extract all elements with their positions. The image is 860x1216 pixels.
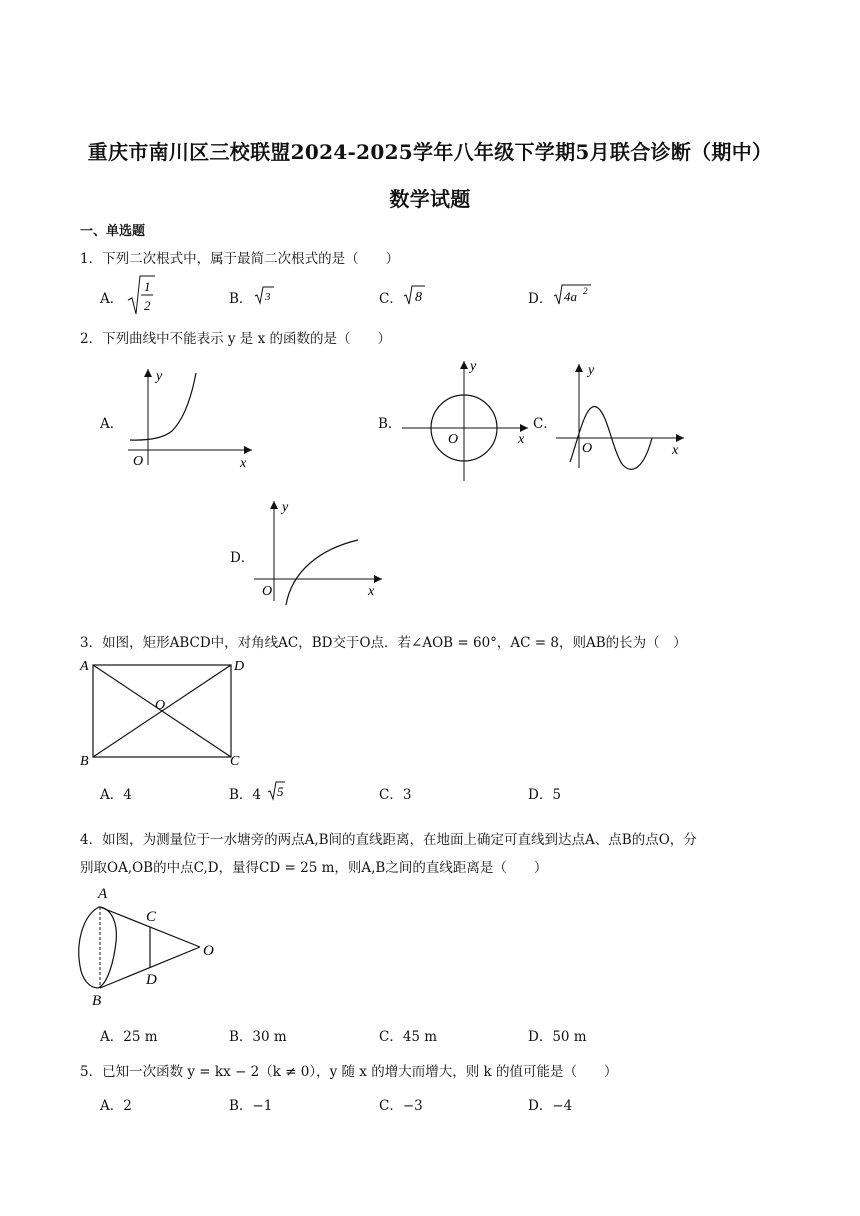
svg-text:D: D <box>146 972 157 988</box>
q1-option-a-formula <box>126 272 156 318</box>
svg-text:x: x <box>518 432 525 447</box>
svg-text:O: O <box>203 943 214 959</box>
q2-option-d-letter: D． <box>230 550 255 566</box>
q1-option-c-letter: C． <box>379 291 403 307</box>
q1-a-denominator: 2 <box>144 298 151 313</box>
page-title: 重庆市南川区三校联盟2024-2025学年八年级下学期5月联合诊断（期中） <box>87 140 773 164</box>
q4-option-a: A．25 m <box>100 1029 158 1045</box>
svg-text:C: C <box>146 909 157 925</box>
q1-option-c <box>379 287 403 307</box>
q3-option-b-radical <box>267 779 287 801</box>
q3-rectangle-figure <box>78 655 253 770</box>
q1-option-d-letter: D． <box>528 291 553 307</box>
q4-option-d: D．50 m <box>528 1029 587 1045</box>
q2-option-b-letter: B． <box>378 416 402 432</box>
q4-option-b: B．30 m <box>229 1029 287 1045</box>
svg-text:D: D <box>234 659 245 674</box>
q4-pond-figure <box>72 880 222 1010</box>
q4-option-c: C．45 m <box>379 1029 438 1045</box>
svg-text:B: B <box>80 754 89 769</box>
question-4-stem-line-2: 别取OA,OB的中点C,D，量得CD = 25 m，则A,B之间的直线距离是（ ） <box>80 860 548 876</box>
q2-option-a-letter: A． <box>100 416 124 432</box>
q3-option-b <box>229 783 261 803</box>
question-5-stem: 5．已知一次函数 y = kx − 2（k ≠ 0），y 随 x 的增大而增大，则 k 的值可能是（ ） <box>80 1064 618 1080</box>
svg-text:y: y <box>588 363 595 378</box>
q2-graph-b <box>400 355 536 485</box>
q1-option-b-letter: B． <box>229 291 253 307</box>
q1-option-c-formula <box>403 283 427 307</box>
q2-graph-a <box>120 365 260 470</box>
q1-option-b-formula <box>254 284 276 306</box>
q5-option-a: A．2 <box>100 1098 132 1114</box>
question-3-stem: 3．如图，矩形ABCD中，对角线AC，BD交于O点．若∠AOB = 60°，AC = 8，则AB的长为（ ） <box>80 635 687 651</box>
question-4-stem-line-1: 4．如图，为测量位于一水塘旁的两点A,B间的直线距离，在地面上确定可直线到达点A、点B的点O，分 <box>80 832 697 848</box>
svg-text:x: x <box>368 584 375 599</box>
question-2-stem: 2．下列曲线中不能表示 y 是 x 的函数的是（ ） <box>80 331 391 347</box>
svg-text:y: y <box>282 500 289 515</box>
q1-c-radicand: 8 <box>415 290 422 305</box>
q1-a-numerator: 1 <box>144 279 151 294</box>
svg-text:O: O <box>262 584 273 599</box>
q1-option-d-formula <box>553 282 593 308</box>
svg-text:A: A <box>80 659 89 674</box>
svg-text:B: B <box>92 993 102 1009</box>
q5-option-c: C．−3 <box>379 1098 423 1114</box>
q3-option-d: D．5 <box>528 787 561 803</box>
q1-b-radicand: 3 <box>265 291 271 303</box>
svg-text:O: O <box>582 441 593 456</box>
page-subtitle: 数学试题 <box>389 187 471 211</box>
q2-option-c-letter: C． <box>533 416 557 432</box>
q1-option-a-letter: A． <box>100 291 124 307</box>
q1-d-radicand: 4a <box>564 289 577 304</box>
q2-graph-d <box>250 495 390 605</box>
q1-option-a <box>100 287 123 307</box>
svg-text:y: y <box>156 369 163 384</box>
svg-text:5: 5 <box>277 784 284 799</box>
svg-text:O: O <box>133 454 144 469</box>
svg-text:O: O <box>448 432 459 447</box>
q1-d-exponent: 2 <box>583 286 588 296</box>
svg-text:C: C <box>230 754 240 769</box>
svg-text:x: x <box>672 443 679 458</box>
svg-text:O: O <box>155 698 166 713</box>
svg-text:y: y <box>470 359 477 374</box>
q1-option-d <box>528 287 552 307</box>
question-1-stem: 1．下列二次根式中，属于最简二次根式的是（ ） <box>80 251 400 267</box>
q3-option-c: C．3 <box>379 787 412 803</box>
svg-text:x: x <box>240 456 247 470</box>
q2-graph-c <box>552 358 692 473</box>
q3-option-a: A．4 <box>100 787 132 803</box>
svg-text:A: A <box>98 886 108 902</box>
q3-option-b-label: B．4 <box>229 787 262 803</box>
section-heading: 一、单选题 <box>80 224 146 239</box>
q1-option-b <box>229 287 252 307</box>
q5-option-b: B．−1 <box>229 1098 273 1114</box>
q5-option-d: D．−4 <box>528 1098 573 1114</box>
